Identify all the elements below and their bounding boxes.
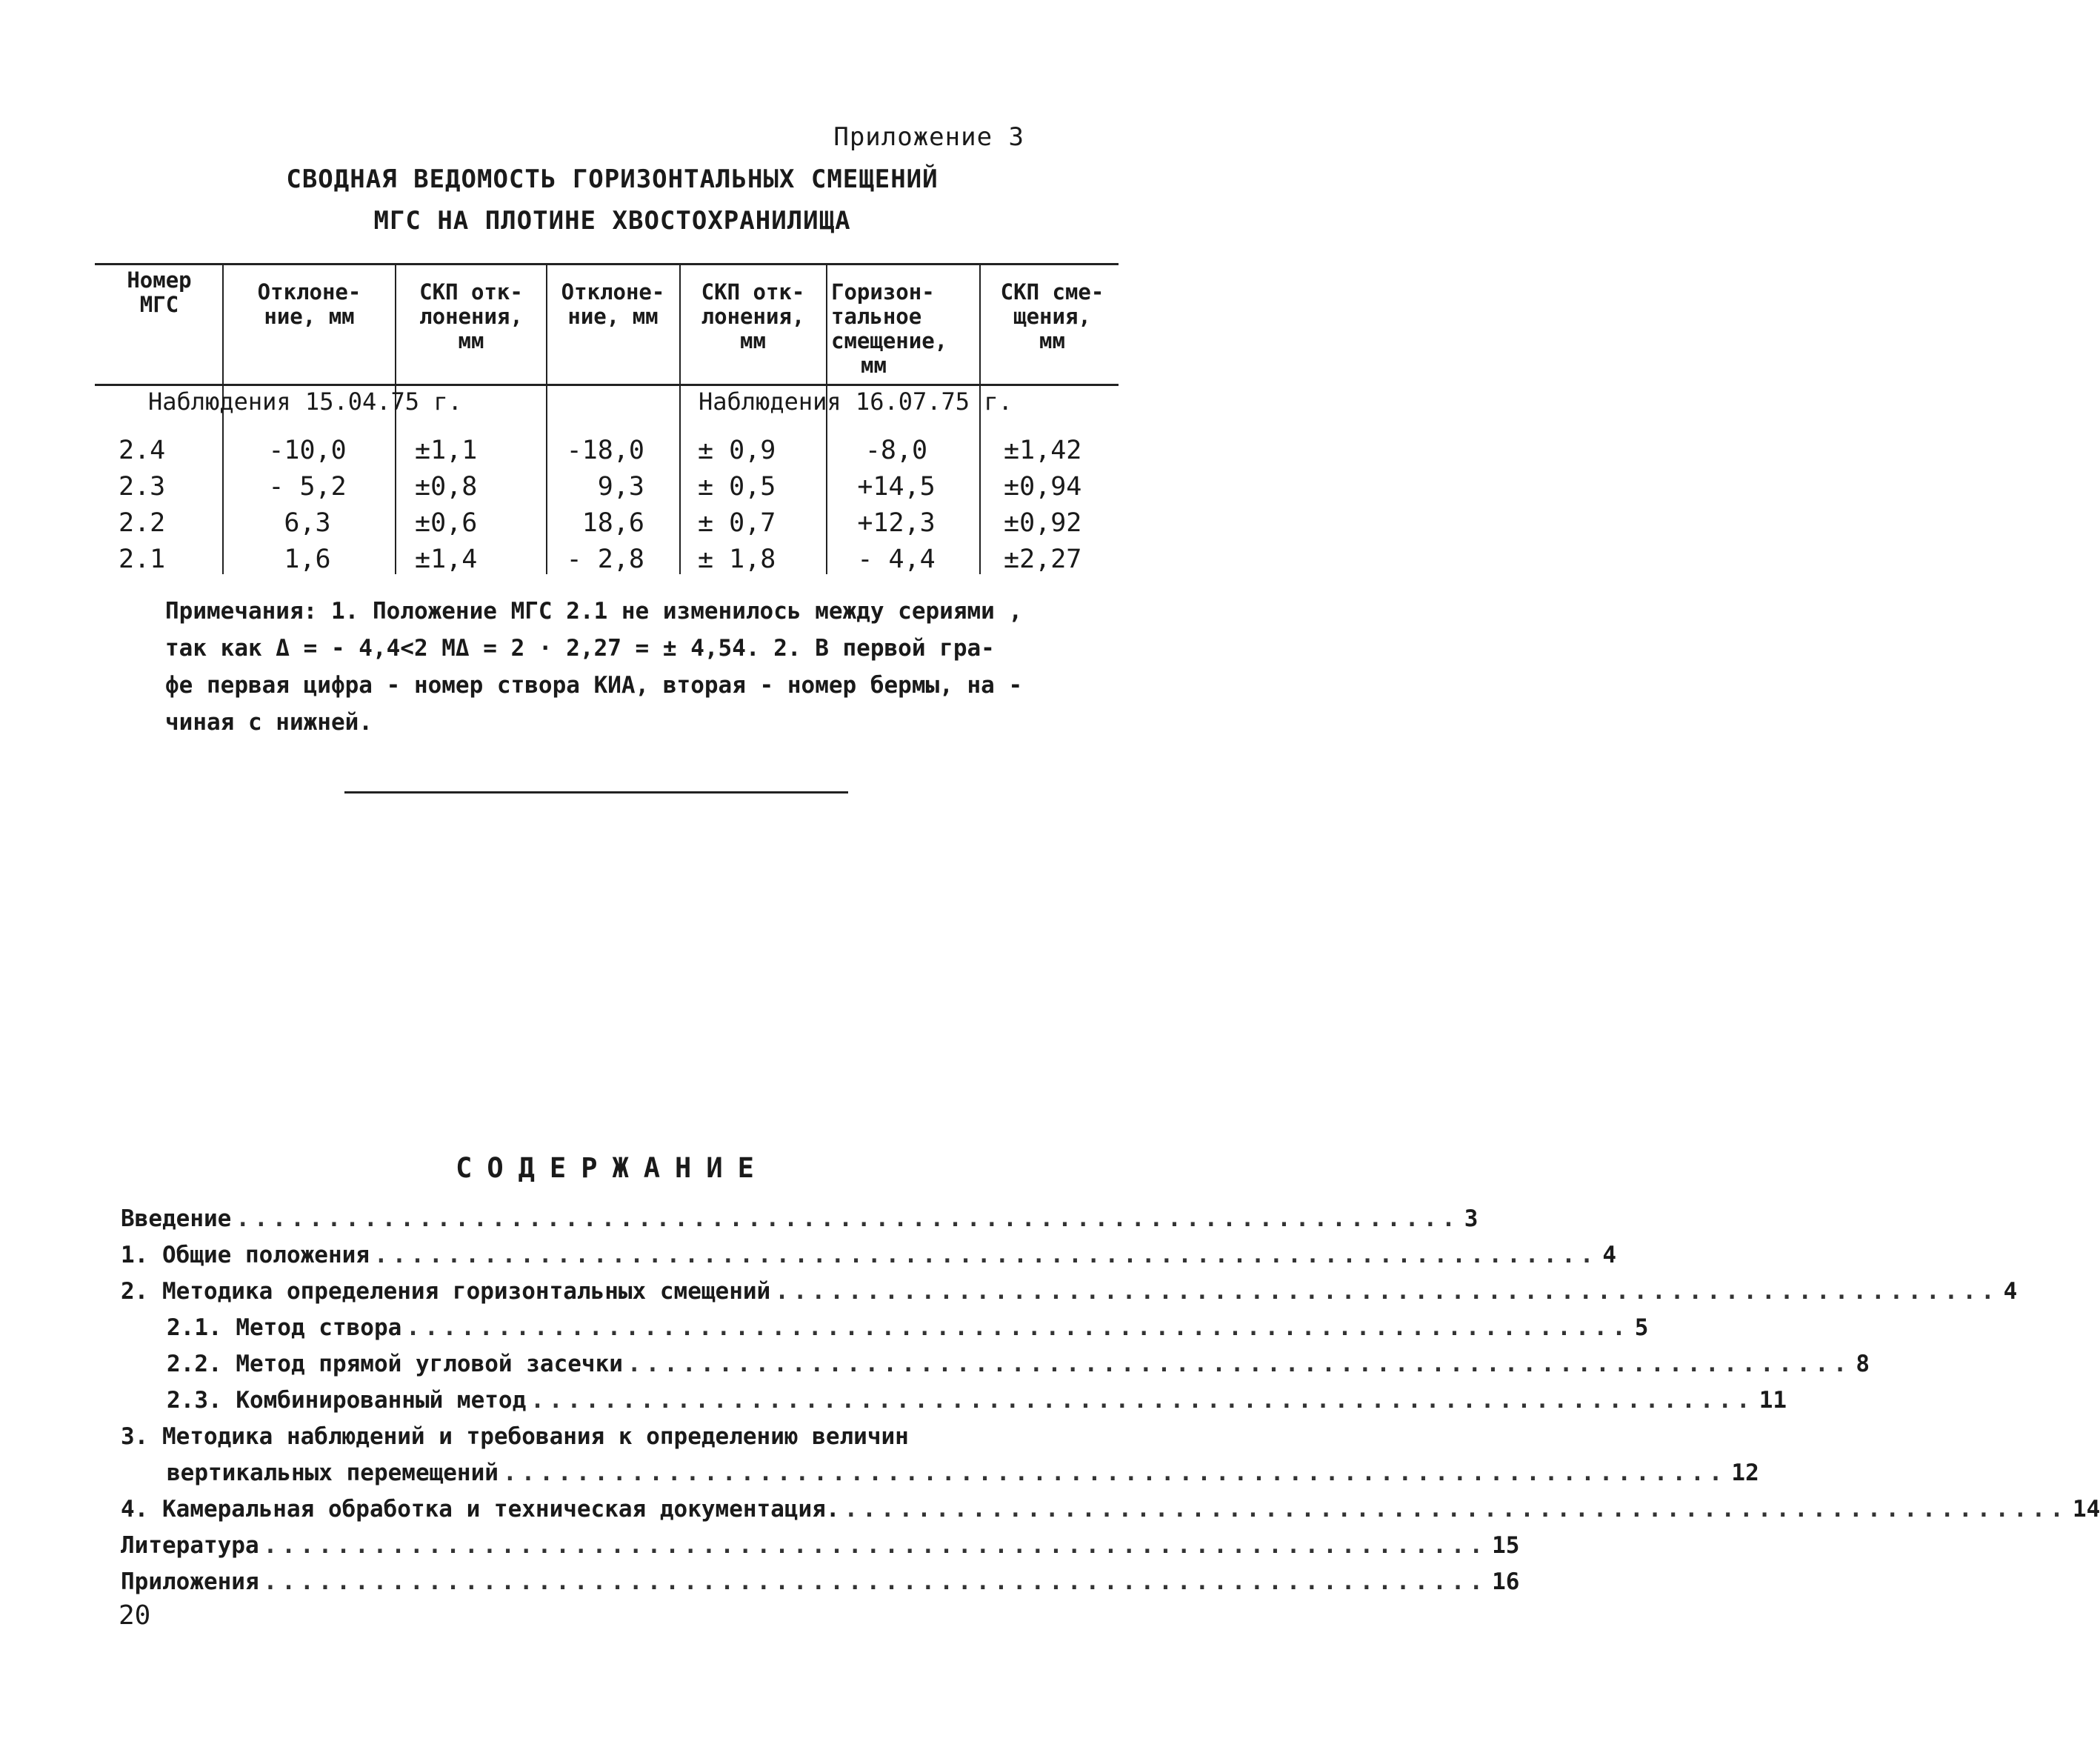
header-rmse-deviation-2: СКП отк- лонения, мм (701, 279, 805, 353)
toc-entry-method-horizontal[interactable]: 2. Методика определения горизонтальных смещений ................................................................... 4 (121, 1278, 2018, 1305)
table-notes (165, 593, 1099, 741)
header-deviation-1: Отклоне- ние, мм (257, 279, 361, 329)
page-number: 20 (119, 1600, 151, 1631)
cell-deviation-1: 1,6 (284, 545, 331, 574)
cell-deviation-1: -10,0 (268, 436, 347, 465)
cell-rmse-displacement: ±2,27 (1004, 545, 1082, 574)
cell-mgs: 2.2 (119, 508, 166, 538)
toc-entry-intersection-method[interactable]: 2.2. Метод прямой угловой засечки ................................................................... 8 (167, 1351, 1870, 1377)
toc-leader-dots: ................................................................... (236, 1205, 1460, 1232)
col-divider-2 (395, 263, 396, 574)
col-divider-3 (546, 263, 547, 574)
cell-deviation-2: -18,0 (566, 436, 644, 465)
cell-mgs: 2.4 (119, 436, 166, 465)
appendix-label: Приложение 3 (833, 122, 1024, 152)
observation-date-1: Наблюдения 15.04.75 г. (148, 387, 462, 416)
cell-mgs: 2.3 (119, 472, 166, 502)
note-line: чиная с нижней. (165, 709, 373, 736)
toc-leader-dots: ................................................................... (263, 1532, 1488, 1559)
toc-leader-dots: ................................................................... (627, 1351, 1852, 1377)
cell-mgs: 2.1 (119, 545, 166, 574)
toc-entry-appendices[interactable]: Приложения ................................................................... 16 (121, 1568, 1520, 1595)
cell-deviation-2: 9,3 (597, 472, 644, 502)
cell-rmse-1: ±1,4 (415, 545, 478, 574)
toc-leader-dots: ................................................................... (502, 1460, 1727, 1486)
toc-entry-vertical-method-cont[interactable]: вертикальных перемещений ................................................................... 12 (167, 1460, 1759, 1486)
cell-deviation-2: - 2,8 (566, 545, 644, 574)
cell-rmse-1: ±0,6 (415, 508, 478, 538)
toc-leader-dots: ................................................................... (263, 1568, 1488, 1595)
col-divider-1 (222, 263, 224, 574)
col-divider-4 (679, 263, 681, 574)
toc-leader-dots: ................................................................... (406, 1314, 1630, 1341)
toc-entry-office-processing[interactable]: 4. Камеральная обработка и техническая документация. ................................................................... 14 (121, 1496, 2100, 1523)
cell-displacement: +14,5 (857, 472, 936, 502)
cell-rmse-displacement: ±1,42 (1004, 436, 1082, 465)
toc-title: СОДЕРЖАНИЕ (456, 1152, 769, 1184)
cell-displacement: -8,0 (864, 436, 928, 465)
cell-rmse-1: ±1,1 (415, 436, 478, 465)
header-deviation-2: Отклоне- ние, мм (561, 279, 665, 329)
observation-date-2: Наблюдения 16.07.75 г. (699, 387, 1013, 416)
cell-deviation-2: 18,6 (581, 508, 644, 538)
col-divider-5 (826, 263, 827, 574)
header-rmse-deviation-1: СКП отк- лонения, мм (419, 279, 523, 353)
table-header-border (95, 384, 1119, 386)
header-horizontal-displacement: Горизон- тальное смещение, мм (831, 279, 948, 378)
document-title-line-2: МГС НА ПЛОТИНЕ ХВОСТОХРАНИЛИЩА (373, 206, 851, 236)
cell-rmse-1: ±0,8 (415, 472, 478, 502)
cell-deviation-1: 6,3 (284, 508, 331, 538)
cell-rmse-2: ± 1,8 (698, 545, 776, 574)
cell-rmse-2: ± 0,9 (698, 436, 776, 465)
toc-entry-combined-method[interactable]: 2.3. Комбинированный метод ................................................................... 11 (167, 1387, 1787, 1414)
cell-rmse-displacement: ±0,92 (1004, 508, 1082, 538)
toc-leader-dots: ................................................................... (844, 1496, 2068, 1523)
cell-displacement: +12,3 (857, 508, 936, 538)
note-line: Примечания: 1. Положение МГС 2.1 не изменилось между сериями , (165, 598, 1023, 625)
cell-deviation-1: - 5,2 (268, 472, 347, 502)
table-top-border (95, 263, 1119, 265)
cell-rmse-2: ± 0,5 (698, 472, 776, 502)
cell-rmse-displacement: ±0,94 (1004, 472, 1082, 502)
toc-leader-dots: ................................................................... (530, 1387, 1755, 1414)
toc-entry-general[interactable]: 1. Общие положения ................................................................... 4 (121, 1242, 1617, 1268)
cell-displacement: - 4,4 (857, 545, 936, 574)
toc-entry-introduction[interactable]: Введение ................................................................... 3 (121, 1205, 1479, 1232)
toc-leader-dots: ................................................................... (775, 1278, 1999, 1305)
document-title-line-1: СВОДНАЯ ВЕДОМОСТЬ ГОРИЗОНТАЛЬНЫХ СМЕЩЕНИЙ (286, 164, 939, 194)
note-line: так как Δ = - 4,4<2 MΔ = 2 · 2,27 = ± 4,54. 2. В первой гра- (165, 635, 995, 662)
toc-leader-dots: ................................................................... (373, 1242, 1599, 1268)
header-rmse-displacement: СКП сме- щения, мм (1000, 279, 1104, 353)
toc-entry-vertical-method[interactable]: 3. Методика наблюдений и требования к определению величин (121, 1423, 909, 1450)
section-divider (344, 791, 848, 794)
toc-entry-alignment-method[interactable]: 2.1. Метод створа ................................................................... 5 (167, 1314, 1649, 1341)
cell-rmse-2: ± 0,7 (698, 508, 776, 538)
header-number-mgs: Номер МГС (127, 267, 192, 317)
note-line: фе первая цифра - номер створа КИА, вторая - номер бермы, на - (165, 672, 1023, 699)
toc-entry-literature[interactable]: Литература ................................................................... 15 (121, 1532, 1520, 1559)
